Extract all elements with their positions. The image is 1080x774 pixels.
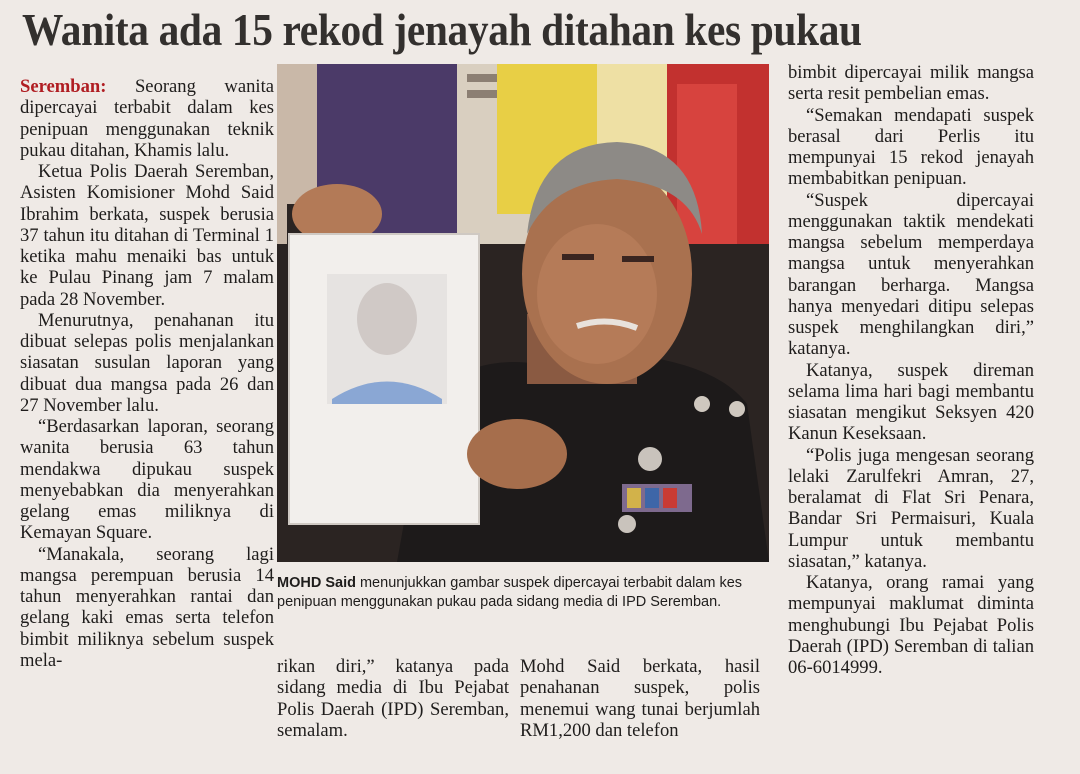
- headline: Wanita ada 15 rekod jenayah ditahan kes pukau: [22, 5, 862, 55]
- caption-lead: MOHD Said: [277, 575, 356, 591]
- paragraph: “Semakan mendapati suspek berasal dari Perlis itu mempunyai 15 rekod jenayah membabitkan penipuan.: [788, 104, 1034, 190]
- paragraph: Katanya, suspek direman selama lima hari bagi membantu siasatan mengikut Seksyen 420 Kanun Keseksaan.: [788, 359, 1034, 445]
- paragraph: “Berdasarkan laporan, seorang wanita berusia 63 tahun mendakwa dipukau suspek menyebabkan dia menyerahkan gelang emas miliknya di Kemayan Square.: [20, 416, 274, 544]
- article-column-3: [520, 656, 760, 741]
- paragraph-text: Seorang wanita dipercayai terbabit dalam kes penipuan menggunakan teknik pukau ditahan, Khamis lalu.: [20, 76, 274, 161]
- paragraph: rikan diri,” katanya pada sidang media di Ibu Pejabat Polis Daerah (IPD) Seremban, semalam.: [277, 656, 509, 741]
- article-column-2: [277, 656, 509, 741]
- paragraph: “Suspek dipercayai menggunakan taktik mendekati mangsa sebelum memperdaya mangsa untuk menyerahkan barangan berharga. Mangsa hanya menyedari ditipu selepas suspek menghilangkan diri,” katanya.: [788, 189, 1034, 360]
- caption-text: menunjukkan gambar suspek dipercayai terbabit dalam kes penipuan menggunakan pukau pada sidang media di IPD Seremban.: [277, 575, 743, 610]
- paragraph: Menurutnya, penahanan itu dibuat selepas polis menjalankan siasatan susulan laporan yang dibuat dua mangsa pada 26 dan 27 November lalu.: [20, 309, 274, 416]
- paragraph: Mohd Said berkata, hasil penahanan suspek, polis menemui wang tunai berjumlah RM1,200 dan telefon: [520, 656, 760, 741]
- paragraph: bimbit dipercayai milik mangsa serta resit pembelian emas.: [788, 62, 1034, 105]
- paragraph: Ketua Polis Daerah Seremban, Asisten Komisioner Mohd Said Ibrahim berkata, suspek berusia 37 tahun itu ditahan di Terminal 1 ketika mahu menaiki bas untuk ke Pulau Pinang jam 7 malam pada 28 November.: [20, 161, 274, 310]
- photo-illustration: [277, 64, 769, 562]
- news-photo: [277, 64, 769, 562]
- paragraph: “Manakala, seorang lagi mangsa perempuan berusia 14 tahun menyerahkan rantai dan gelang kaki emas serta telefon bimbit miliknya sebelum suspek mela-: [20, 543, 274, 671]
- dateline: Seremban:: [20, 76, 107, 97]
- paragraph: [20, 76, 274, 161]
- article-column-4: [788, 62, 1034, 678]
- paragraph: Katanya, orang ramai yang mempunyai maklumat diminta menghubungi Ibu Pejabat Polis Daerah (IPD) Seremban di talian 06-6014999.: [788, 572, 1034, 678]
- photo-caption: [277, 574, 753, 611]
- article-column-1: [20, 76, 274, 671]
- paragraph: “Polis juga mengesan seorang lelaki Zarulfekri Amran, 27, beralamat di Flat Sri Penara, Bandar Sri Permaisuri, Kuala Lumpur untuk membantu siasatan,” katanya.: [788, 444, 1034, 572]
